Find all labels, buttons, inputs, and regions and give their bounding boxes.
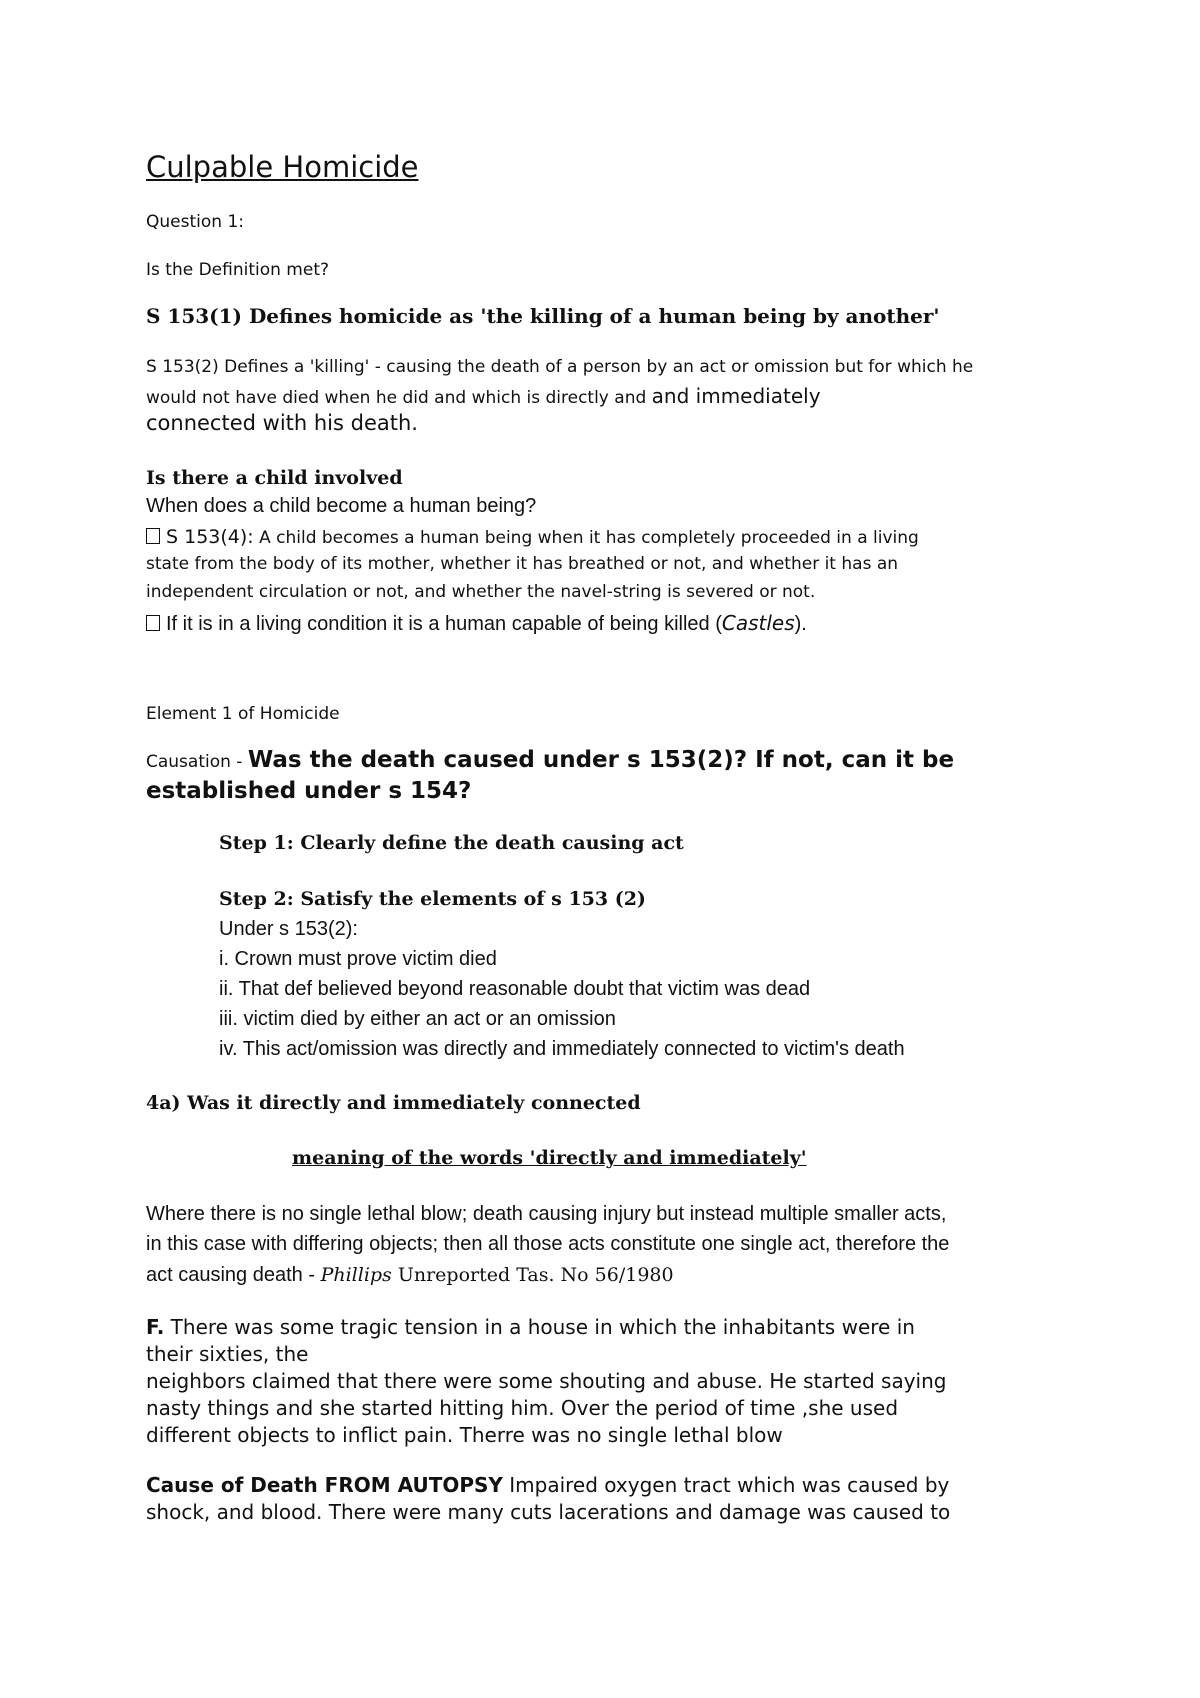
causation-line-1 (146, 747, 954, 773)
step-1: Step 1: Clearly define the death causing act (219, 832, 684, 854)
living-end: ). (794, 613, 807, 635)
where-line-2: in this case with differing objects; then all those acts constitute one single act, therefore the (146, 1233, 950, 1255)
facts-text-1: There was some tragic tension in a house in which the inhabitants were in (164, 1315, 915, 1339)
causation-question-2: established under s 154? (146, 778, 472, 804)
facts-line-2: their sixties, the (146, 1342, 309, 1366)
s1532-line-3: connected with his death. (146, 411, 418, 435)
child-question: When does a child become a human being? (146, 495, 537, 517)
facts-label: F. (146, 1315, 165, 1339)
living-condition-line (146, 611, 807, 636)
s1532-line-2b: and immediately (651, 384, 821, 408)
facts-line-4: nasty things and she started hitting him. Over the period of time ,she used (146, 1396, 899, 1420)
causation-label: Causation - (146, 752, 248, 772)
autopsy-line-2: shock, and blood. There were many cuts lacerations and damage was caused to (146, 1500, 951, 1524)
where-line-3a: act causing death - (146, 1264, 321, 1286)
causation-question-1: Was the death caused under s 153(2)? If not, can it be (247, 747, 955, 773)
arrow-bullet-icon (146, 528, 160, 544)
s1531-definition: S 153(1) Defines homicide as 'the killing of a human being by another' (146, 304, 940, 328)
s1534-line-1 (146, 526, 919, 548)
autopsy-label: Cause of Death FROM AUTOPSY (146, 1473, 503, 1497)
s1532-line-2 (146, 384, 821, 408)
question-4a: 4a) Was it directly and immediately connected (146, 1092, 641, 1114)
facts-line-3: neighbors claimed that there were some shouting and abuse. He started saying (146, 1369, 947, 1393)
s1534-ref: S 153(4): (166, 526, 254, 548)
arrow-bullet-icon (146, 615, 160, 631)
where-line-3 (146, 1264, 674, 1287)
s1534-line-3: independent circulation or not, and whether the navel-string is severed or not. (146, 582, 816, 602)
list-item: ii. That def believed beyond reasonable doubt that victim was dead (219, 978, 811, 1000)
s1532-line-1: S 153(2) Defines a 'killing' - causing the death of a person by an act or omission but for which he (146, 357, 974, 377)
step-2: Step 2: Satisfy the elements of s 153 (2) (219, 888, 646, 910)
element-label: Element 1 of Homicide (146, 704, 340, 724)
definition-question: Is the Definition met? (146, 260, 330, 280)
living-case: Castles (721, 611, 795, 635)
autopsy-line-1 (146, 1473, 949, 1497)
where-line-3b: Unreported Tas. No 56/1980 (391, 1264, 674, 1286)
meaning-heading: meaning of the words 'directly and immediately' (292, 1147, 807, 1169)
list-item: iv. This act/omission was directly and immediately connected to victim's death (219, 1038, 905, 1060)
question-label: Question 1: (146, 212, 244, 232)
where-line-1: Where there is no single lethal blow; death causing injury but instead multiple smaller acts, (146, 1203, 947, 1225)
under-label: Under s 153(2): (219, 918, 358, 940)
page-title: Culpable Homicide (146, 150, 419, 184)
facts-line-1 (146, 1315, 915, 1339)
autopsy-text-1: Impaired oxygen tract which was caused by (502, 1473, 950, 1497)
s1532-line-2a: would not have died when he did and which is directly and (146, 388, 652, 408)
list-item: i. Crown must prove victim died (219, 948, 497, 970)
list-item: iii. victim died by either an act or an omission (219, 1008, 616, 1030)
s1534-line-2: state from the body of its mother, whether it has breathed or not, and whether it has an (146, 554, 899, 574)
living-text: If it is in a living condition it is a human capable of being killed ( (166, 613, 722, 635)
s1534-text-1: A child becomes a human being when it has completely proceeded in a living (253, 528, 919, 548)
case-name-phillips: Phillips (320, 1264, 392, 1286)
child-heading: Is there a child involved (146, 467, 403, 489)
facts-line-5: different objects to inflict pain. Therre was no single lethal blow (146, 1423, 783, 1447)
